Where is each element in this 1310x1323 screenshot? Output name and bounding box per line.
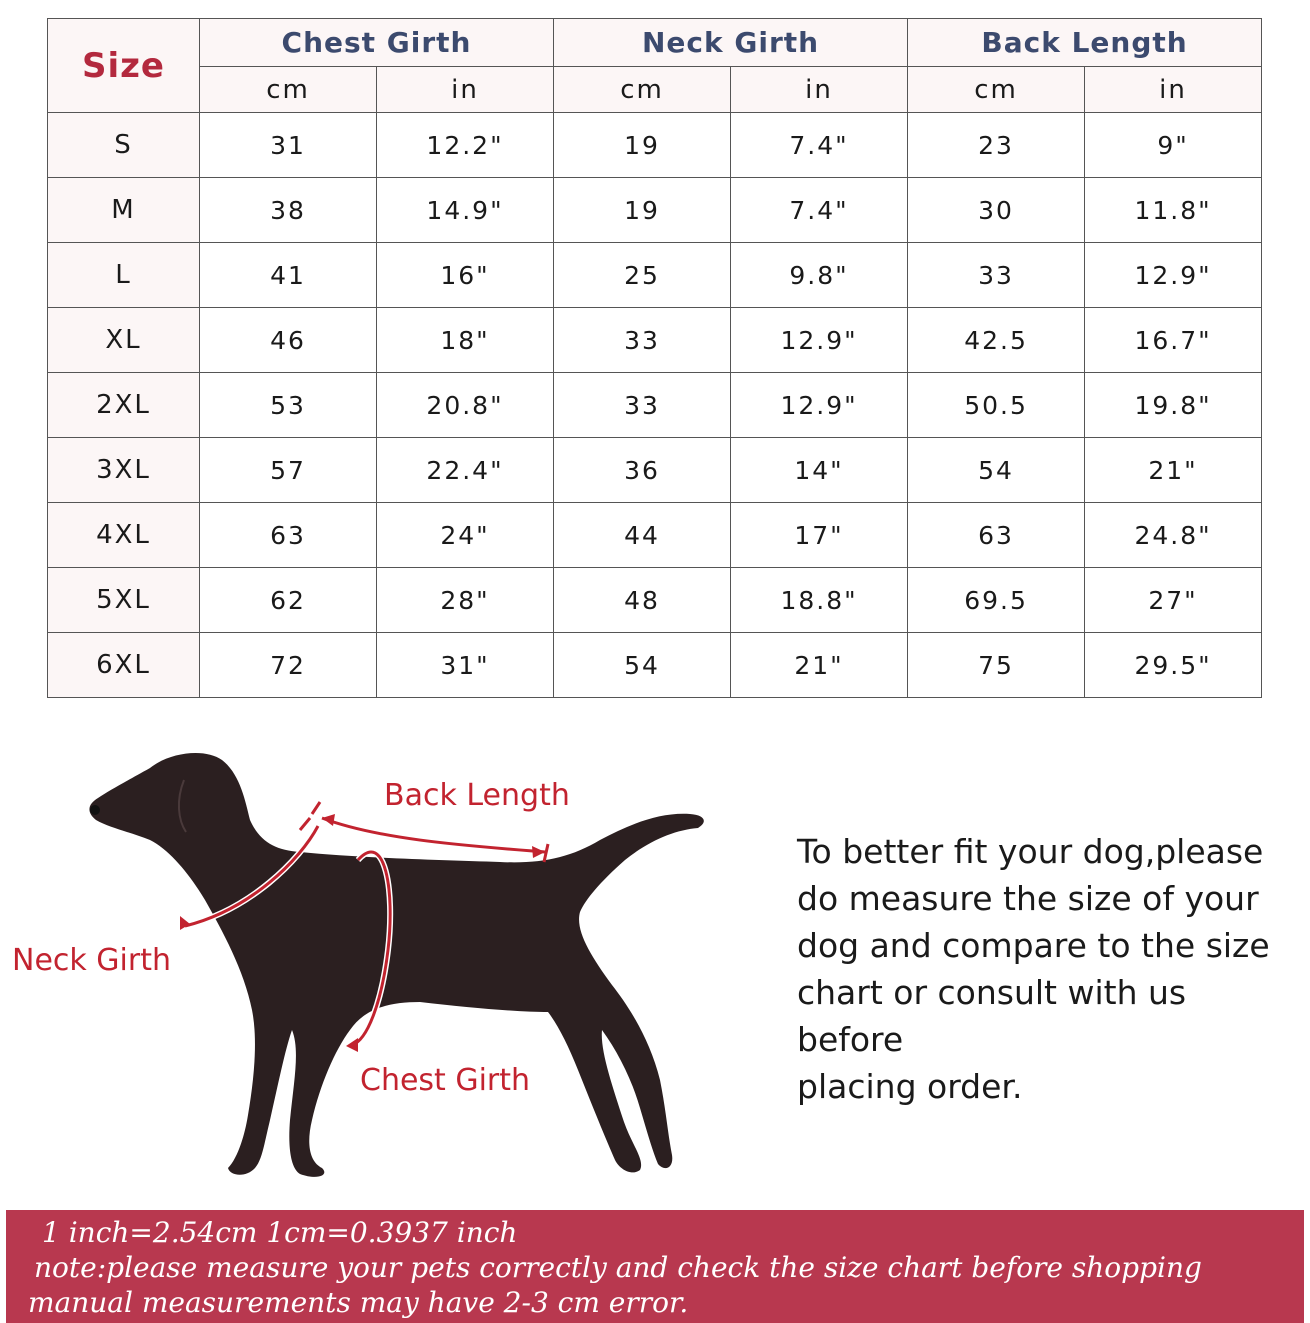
table-row: [48, 568, 1262, 633]
measurement-cell: 63: [908, 503, 1085, 568]
unit-header: in: [1085, 67, 1262, 113]
measurement-cell: 12.2": [377, 113, 554, 178]
size-cell: L: [48, 243, 200, 308]
measurement-cell: 14.9": [377, 178, 554, 243]
size-cell: 4XL: [48, 503, 200, 568]
instruction-line: do measure the size of your: [797, 879, 1259, 918]
measurement-cell: 46: [200, 308, 377, 373]
unit-header: cm: [554, 67, 731, 113]
measurement-cell: 41: [200, 243, 377, 308]
measurement-cell: 23: [908, 113, 1085, 178]
measurement-cell: 57: [200, 438, 377, 503]
dog-silhouette: [89, 753, 703, 1177]
measurement-cell: 24": [377, 503, 554, 568]
chest-girth-header: Chest Girth: [200, 19, 554, 67]
table-row: [48, 113, 1262, 178]
measurement-cell: 72: [200, 633, 377, 698]
size-cell: 2XL: [48, 373, 200, 438]
measurement-cell: 11.8": [1085, 178, 1262, 243]
measurement-cell: 12.9": [731, 373, 908, 438]
measurement-cell: 75: [908, 633, 1085, 698]
chest-girth-arrowhead: [346, 1038, 358, 1052]
size-cell: M: [48, 178, 200, 243]
measurement-cell: 21": [1085, 438, 1262, 503]
back-length-header: Back Length: [908, 19, 1262, 67]
instruction-line: dog and compare to the size: [797, 926, 1270, 965]
size-cell: 3XL: [48, 438, 200, 503]
unit-header: in: [731, 67, 908, 113]
measurement-cell: 63: [200, 503, 377, 568]
measurement-cell: 44: [554, 503, 731, 568]
unit-conversion-text: 1 inch=2.54cm 1cm=0.3937 inch: [42, 1216, 518, 1249]
back-length-end-tick: [544, 844, 548, 862]
unit-header: cm: [908, 67, 1085, 113]
table-row: [48, 178, 1262, 243]
table-group-header-row: [48, 19, 1262, 67]
measurement-cell: 48: [554, 568, 731, 633]
measurement-cell: 62: [200, 568, 377, 633]
size-cell: S: [48, 113, 200, 178]
size-cell: 5XL: [48, 568, 200, 633]
measurement-cell: 54: [554, 633, 731, 698]
measurement-cell: 19: [554, 113, 731, 178]
table-row: [48, 243, 1262, 308]
instruction-line: chart or consult with us before: [797, 973, 1187, 1059]
neck-girth-label: Neck Girth: [12, 943, 171, 978]
error-note-text: manual measurements may have 2-3 cm error.: [28, 1286, 689, 1319]
measurement-cell: 69.5: [908, 568, 1085, 633]
measurement-cell: 16": [377, 243, 554, 308]
table-row: [48, 633, 1262, 698]
footer-note-banner: [6, 1210, 1304, 1323]
measurement-cell: 14": [731, 438, 908, 503]
measurement-cell: 9": [1085, 113, 1262, 178]
size-column-header: Size: [48, 19, 200, 113]
measurement-cell: 17": [731, 503, 908, 568]
measurement-cell: 20.8": [377, 373, 554, 438]
size-chart-table: [47, 18, 1262, 698]
table-body: [48, 113, 1262, 698]
measurement-cell: 31: [200, 113, 377, 178]
back-length-arrowhead-end: [532, 846, 545, 858]
measurement-cell: 19: [554, 178, 731, 243]
measurement-cell: 12.9": [731, 308, 908, 373]
table-unit-header-row: [48, 67, 1262, 113]
measurement-cell: 24.8": [1085, 503, 1262, 568]
instruction-line: placing order.: [797, 1067, 1023, 1106]
measurement-cell: 42.5: [908, 308, 1085, 373]
measurement-cell: 16.7": [1085, 308, 1262, 373]
measurement-cell: 21": [731, 633, 908, 698]
neck-girth-header: Neck Girth: [554, 19, 908, 67]
measurement-cell: 7.4": [731, 113, 908, 178]
measurement-cell: 50.5: [908, 373, 1085, 438]
unit-header: in: [377, 67, 554, 113]
measurement-cell: 36: [554, 438, 731, 503]
measurement-cell: 7.4": [731, 178, 908, 243]
measurement-cell: 33: [908, 243, 1085, 308]
measurement-cell: 27": [1085, 568, 1262, 633]
measurement-cell: 22.4": [377, 438, 554, 503]
table-row: [48, 438, 1262, 503]
dog-measurement-figure: [0, 740, 760, 1200]
measurement-cell: 53: [200, 373, 377, 438]
measurement-cell: 38: [200, 178, 377, 243]
measurement-instruction: [797, 828, 1277, 1110]
measurement-cell: 9.8": [731, 243, 908, 308]
measurement-cell: 54: [908, 438, 1085, 503]
instruction-line: To better fit your dog,please: [797, 832, 1264, 871]
size-cell: 6XL: [48, 633, 200, 698]
measurement-cell: 25: [554, 243, 731, 308]
table-row: [48, 503, 1262, 568]
unit-header: cm: [200, 67, 377, 113]
measurement-cell: 29.5": [1085, 633, 1262, 698]
measurement-cell: 28": [377, 568, 554, 633]
back-length-arrow: [322, 818, 545, 852]
chest-girth-label: Chest Girth: [360, 1063, 531, 1098]
measurement-cell: 18": [377, 308, 554, 373]
measurement-cell: 18.8": [731, 568, 908, 633]
measure-note-text: note:please measure your pets correctly and check the size chart before shopping: [34, 1251, 1202, 1284]
measurement-cell: 33: [554, 373, 731, 438]
measurement-cell: 31": [377, 633, 554, 698]
measurement-cell: 33: [554, 308, 731, 373]
table-row: [48, 373, 1262, 438]
size-cell: XL: [48, 308, 200, 373]
measurement-cell: 30: [908, 178, 1085, 243]
back-length-label: Back Length: [384, 778, 570, 813]
measurement-cell: 19.8": [1085, 373, 1262, 438]
table-row: [48, 308, 1262, 373]
nose: [90, 805, 100, 815]
measurement-cell: 12.9": [1085, 243, 1262, 308]
